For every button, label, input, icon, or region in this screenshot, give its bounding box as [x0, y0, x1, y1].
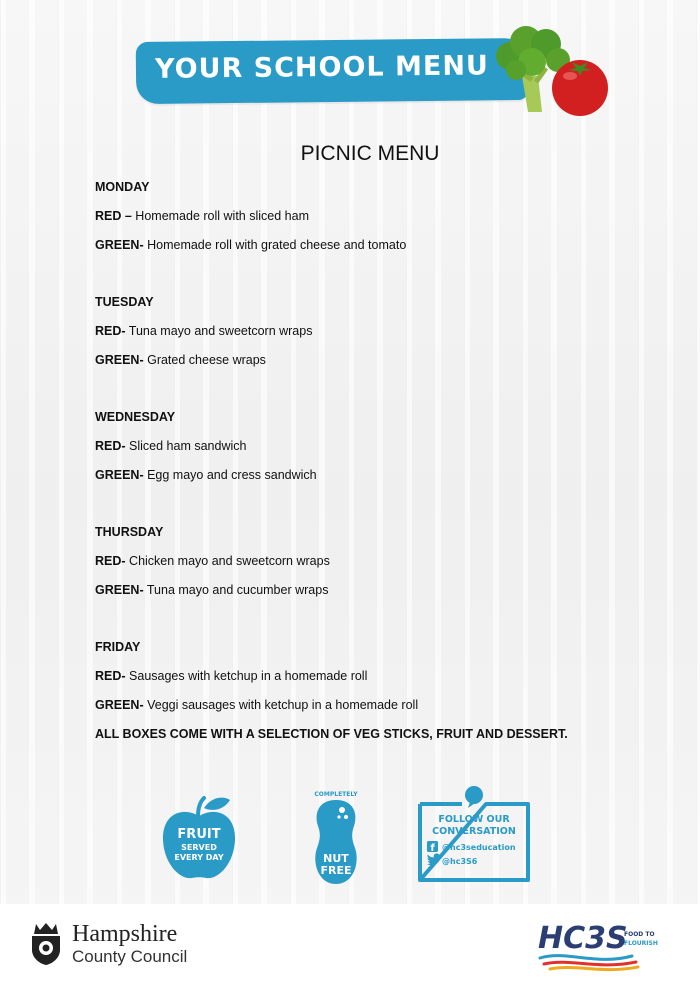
red-item: Sliced ham sandwich: [125, 439, 247, 453]
spacer: [95, 610, 675, 638]
council-name: Hampshire: [72, 921, 178, 947]
red-item: Chicken mayo and sweetcorn wraps: [125, 554, 330, 568]
spacer: [95, 495, 675, 523]
twitter-icon: [427, 853, 441, 865]
menu-item-red: [95, 322, 675, 351]
menu-item-green: [95, 466, 675, 495]
nut-badge-top: COMPLETELY: [314, 791, 358, 798]
menu-title: PICNIC MENU: [300, 142, 440, 165]
spacer: [95, 265, 675, 293]
social-line2: CONVERSATION: [432, 826, 516, 837]
green-item: Homemade roll with grated cheese and tomato: [143, 238, 407, 252]
fruit-badge-line2: SERVED: [181, 843, 217, 852]
nut-free-badge: [308, 786, 364, 888]
day-heading: WEDNESDAY: [95, 410, 176, 424]
green-label: GREEN-: [95, 468, 144, 482]
fruit-badge-line3: EVERY DAY: [174, 853, 224, 862]
fruit-badge-line1: FRUIT: [177, 827, 221, 842]
red-item: Homemade roll with sliced ham: [131, 209, 309, 223]
day-heading: FRIDAY: [95, 640, 141, 654]
menu-note: ALL BOXES COME WITH A SELECTION OF VEG STICKS, FRUIT AND DESSERT.: [95, 727, 568, 741]
svg-text:f: f: [430, 843, 435, 854]
nut-badge-line1: NUT: [323, 852, 349, 865]
menu-item-green: [95, 236, 675, 265]
green-item: Tuna mayo and cucumber wraps: [143, 583, 329, 597]
hc3s-tagline-1: FOOD TO: [624, 931, 655, 938]
banner-title: YOUR SCHOOL MENU: [154, 50, 490, 85]
day-heading: TUESDAY: [95, 295, 154, 309]
nut-badge-line2: FREE: [320, 864, 352, 877]
red-label: RED-: [95, 324, 126, 338]
follow-conversation-badge: [412, 784, 536, 888]
menu-item-green: [95, 696, 675, 725]
green-label: GREEN-: [95, 353, 144, 367]
red-item: Sausages with ketchup in a homemade roll: [125, 669, 368, 683]
day-heading: MONDAY: [95, 180, 150, 194]
social-facebook-handle: @hc3seducation: [442, 843, 516, 852]
menu-list: [95, 178, 675, 754]
hc3s-logo: [536, 914, 676, 974]
menu-item-red: [95, 552, 675, 581]
menu-item-green: [95, 351, 675, 380]
green-label: GREEN-: [95, 583, 144, 597]
hc3s-tagline-2: FLOURISH: [624, 940, 658, 947]
red-label: RED –: [95, 209, 132, 223]
red-label: RED-: [95, 439, 126, 453]
spacer: [95, 380, 675, 408]
red-label: RED-: [95, 669, 126, 683]
green-item: Veggi sausages with ketchup in a homemade roll: [143, 698, 419, 712]
social-twitter-handle: @hc3S6: [442, 857, 478, 866]
hampshire-county-council-logo: [28, 918, 208, 968]
social-line1: FOLLOW OUR: [438, 814, 510, 825]
menu-item-red: [95, 437, 675, 466]
menu-item-green: [95, 581, 675, 610]
menu-item-red: [95, 207, 675, 236]
broccoli-tomato-icon: [488, 20, 612, 120]
red-item: Tuna mayo and sweetcorn wraps: [125, 324, 313, 338]
footer: [0, 904, 700, 990]
council-sub: County Council: [72, 947, 188, 966]
green-label: GREEN-: [95, 238, 144, 252]
green-label: GREEN-: [95, 698, 144, 712]
council-crest-icon: [28, 920, 64, 966]
menu-item-red: [95, 667, 675, 696]
green-item: Grated cheese wraps: [143, 353, 266, 367]
green-item: Egg mayo and cress sandwich: [143, 468, 317, 482]
red-label: RED-: [95, 554, 126, 568]
hc3s-logo-text: HC3S: [538, 921, 628, 956]
fruit-served-badge: [160, 794, 238, 880]
day-heading: THURSDAY: [95, 525, 164, 539]
header-banner: [136, 38, 529, 104]
